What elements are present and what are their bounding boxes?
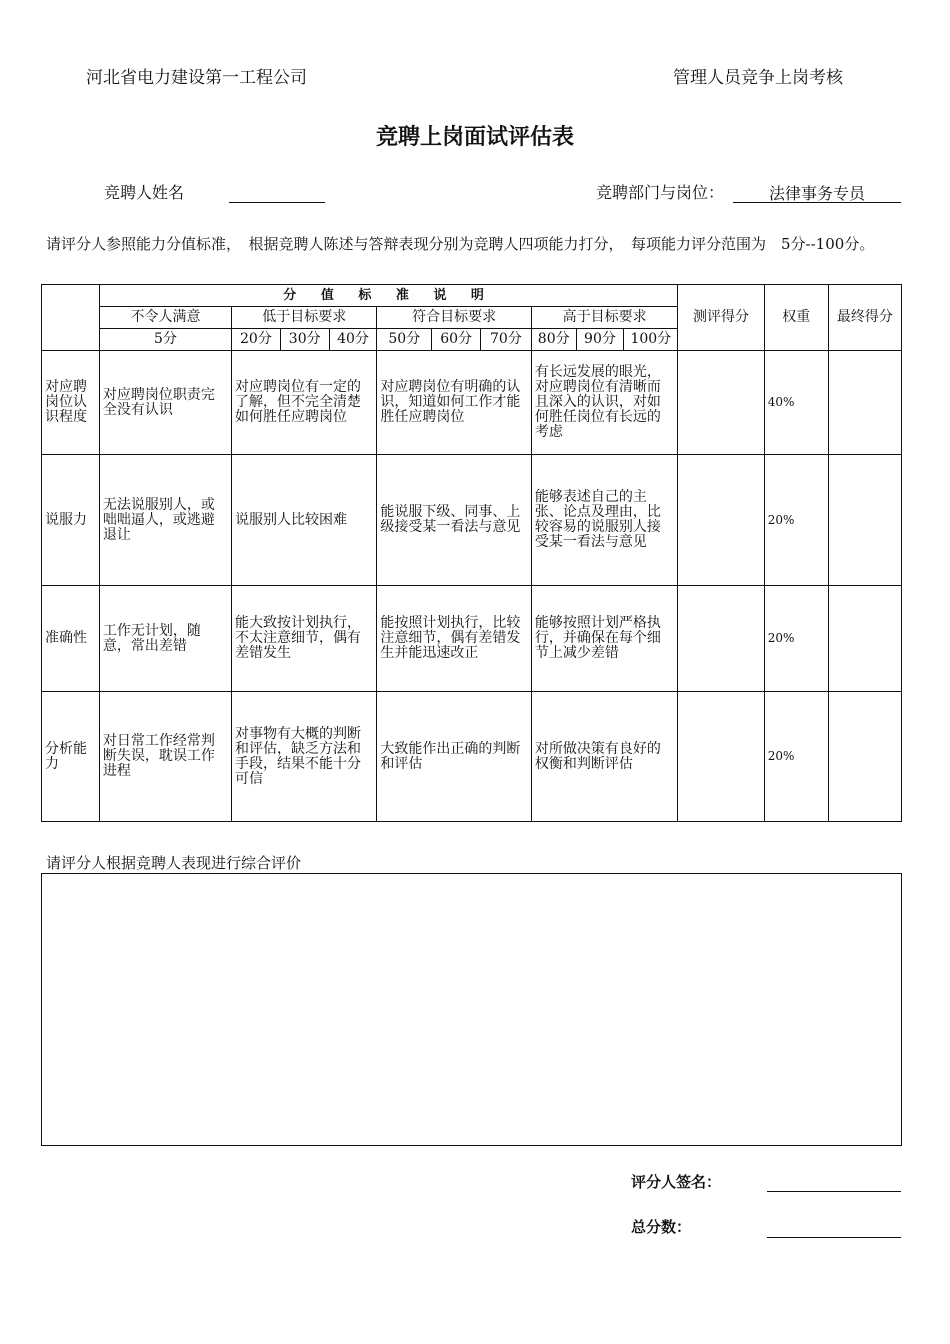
assessment-category: 管理人员竞争上岗考核 [673,68,843,88]
final-score-cell[interactable] [828,692,901,822]
header-corner-cell [42,285,100,351]
level-header-unsatisfactory: 不令人满意 [99,307,231,329]
level-desc-below: 能大致按计划执行，不太注意细节，偶有差错发生 [232,586,377,692]
points-cell: 60分 [432,329,481,351]
weight-col-header: 权重 [764,285,828,351]
final-col-header: 最终得分 [828,285,901,351]
criterion-name: 分析能力 [42,692,100,822]
dept-position-label: 竞聘部门与岗位： [596,183,725,202]
level-header-below: 低于目标要求 [232,307,377,329]
table-row [42,351,902,455]
comment-label: 请评分人根据竞聘人表现进行综合评价 [46,854,302,872]
score-cell[interactable] [678,351,764,455]
level-desc-meets: 大致能作出正确的判断和评估 [377,692,531,822]
level-header-meets: 符合目标要求 [377,307,531,329]
criterion-name: 准确性 [42,586,100,692]
rater-signature-field[interactable] [767,1173,901,1192]
level-desc-above: 有长远发展的眼光，对应聘岗位有清晰而且深入的认识，对如何胜任岗位有长远的考虑 [531,351,677,455]
page-title: 竞聘上岗面试评估表 [375,124,574,150]
points-cell: 90分 [576,329,624,351]
final-score-cell[interactable] [828,455,901,586]
points-cell: 5分 [99,329,231,351]
final-score-cell[interactable] [828,586,901,692]
score-cell[interactable] [678,455,764,586]
comment-textarea[interactable] [41,873,902,1146]
level-desc-above: 能够表述自己的主张、论点及理由，比较容易的说服别人接受某一看法与意见 [531,455,677,586]
criterion-name: 说服力 [42,455,100,586]
score-col-header: 测评得分 [678,285,764,351]
score-cell[interactable] [678,692,764,822]
standard-header: 分 值 标 准 说 明 [99,285,677,307]
points-cell: 30分 [280,329,329,351]
table-row [42,455,902,586]
points-cell: 80分 [531,329,576,351]
weight-cell: 20% [764,692,828,822]
table-header-row [42,285,902,307]
candidate-name-label: 竞聘人姓名 [104,183,185,202]
level-desc-below: 对事物有大概的判断和评估，缺乏方法和手段，结果不能十分可信 [232,692,377,822]
weight-cell: 20% [764,586,828,692]
level-desc-unsatisfactory: 无法说服别人，或咄咄逼人，或逃避退让 [99,455,231,586]
points-cell: 70分 [481,329,532,351]
table-row [42,586,902,692]
weight-cell: 40% [764,351,828,455]
criterion-name: 对应聘岗位认识程度 [42,351,100,455]
score-cell[interactable] [678,586,764,692]
total-score-field[interactable] [767,1218,901,1238]
level-desc-meets: 对应聘岗位有明确的认识，知道如何工作才能胜任应聘岗位 [377,351,531,455]
points-cell: 40分 [329,329,377,351]
points-cell: 100分 [624,329,678,351]
level-desc-meets: 能说服下级、同事、上级接受某一看法与意见 [377,455,531,586]
points-cell: 20分 [232,329,281,351]
dept-position-field[interactable]: 法律事务专员 [733,181,901,203]
table-row [42,692,902,822]
level-desc-above: 对所做决策有良好的权衡和判断评估 [531,692,677,822]
scoring-table [41,284,902,822]
weight-cell: 20% [764,455,828,586]
level-desc-above: 能够按照计划严格执行，并确保在每个细节上减少差错 [531,586,677,692]
final-score-cell[interactable] [828,351,901,455]
level-header-above: 高于目标要求 [531,307,677,329]
level-desc-unsatisfactory: 对应聘岗位职责完全没有认识 [99,351,231,455]
level-desc-below: 对应聘岗位有一定的了解，但不完全清楚如何胜任应聘岗位 [232,351,377,455]
level-desc-meets: 能按照计划执行，比较注意细节，偶有差错发生并能迅速改正 [377,586,531,692]
rater-signature-label: 评分人签名： [631,1173,722,1191]
level-desc-unsatisfactory: 对日常工作经常判断失误，耽误工作进程 [99,692,231,822]
level-desc-unsatisfactory: 工作无计划，随意，常出差错 [99,586,231,692]
level-desc-below: 说服别人比较困难 [232,455,377,586]
total-score-label: 总分数： [631,1218,692,1236]
candidate-name-field[interactable] [229,182,325,203]
company-name: 河北省电力建设第一工程公司 [86,68,307,88]
instructions-text: 请评分人参照能力分值标准， 根据竞聘人陈述与答辩表现分别为竞聘人四项能力打分， 每项能力评分范围为 5分--100分。 [46,235,875,253]
points-cell: 50分 [377,329,432,351]
